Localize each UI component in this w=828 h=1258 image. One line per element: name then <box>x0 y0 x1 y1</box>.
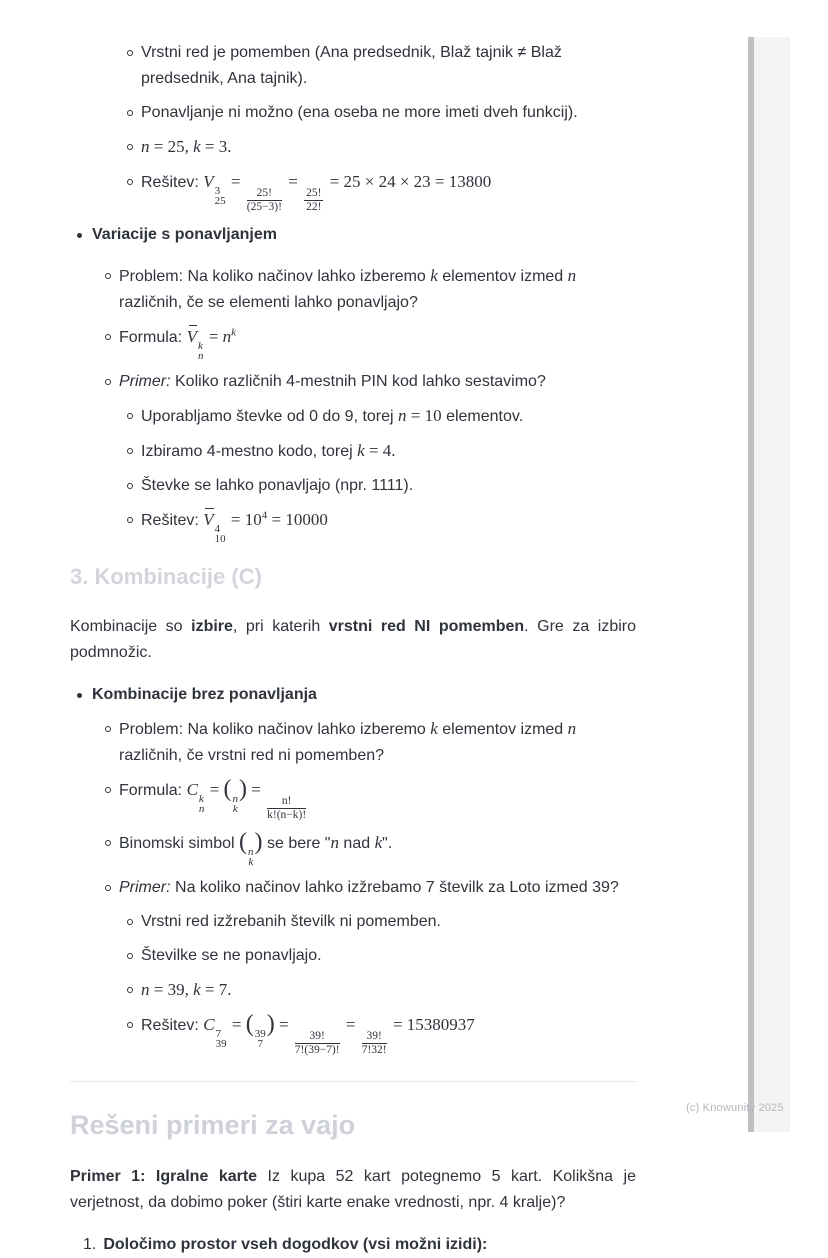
list-item <box>70 830 636 867</box>
binom-stack <box>248 847 254 867</box>
text-segment-bold: Primer 1: Igralne karte <box>70 1168 258 1185</box>
circle-bullet-icon <box>127 1022 133 1028</box>
list-item <box>70 169 636 214</box>
text-segment-bold: izbire <box>191 618 233 635</box>
fraction-denominator: k!(n−k)! <box>267 809 307 821</box>
circle-bullet-icon <box>127 50 133 56</box>
binom-top: 39 <box>254 1028 266 1040</box>
formula-variations-10-4 <box>203 509 328 545</box>
math-result: = 25 × 24 × 23 = 13800 <box>325 172 492 191</box>
binom-bottom: 7 <box>257 1038 263 1050</box>
circle-bullet-icon <box>127 179 133 185</box>
list-item-text: Uporabljamo števke od 0 do 9, torej <box>141 408 399 425</box>
list-item-text: Vrstni red izžrebanih številk ni pomemben. <box>141 913 441 930</box>
math-sup: 4 <box>214 523 221 535</box>
ordered-item-text: Določimo prostor vseh dogodkov (vsi možni izidi): <box>103 1236 488 1253</box>
text-segment: Binomski simbol <box>119 835 240 852</box>
text-segment-bold: vrstni red NI pomemben <box>328 618 525 635</box>
list-item <box>70 324 636 361</box>
binom-top: n <box>232 793 239 805</box>
math-text: = 7. <box>200 980 232 999</box>
math-eq: = <box>226 510 245 529</box>
circle-bullet-icon <box>105 840 111 846</box>
circle-bullet-icon <box>127 448 133 454</box>
math-sup: k <box>198 793 204 805</box>
math-sub: n <box>197 350 204 362</box>
list-item <box>70 1012 636 1057</box>
math-exponent: 4 <box>261 509 268 522</box>
math-sup: 7 <box>215 1028 222 1040</box>
list-item <box>70 777 636 822</box>
math-sub: 39 <box>215 1038 227 1050</box>
fraction-denominator: 22! <box>306 201 322 213</box>
binom-stack <box>255 1029 266 1049</box>
math-eq: = <box>247 780 266 799</box>
list-item <box>70 943 636 969</box>
fraction-numerator: 39! <box>295 1030 340 1044</box>
ordered-item-number: 1. <box>83 1236 97 1253</box>
binom-paren-right: ) <box>254 829 263 855</box>
binom-symbol <box>239 829 263 868</box>
primer-text: Koliko različnih 4-mestnih PIN kod lahko sestavimo? <box>170 373 546 390</box>
list-item <box>70 875 636 901</box>
circle-bullet-icon <box>127 953 133 959</box>
list-item-title: Variacije s ponavljanjem <box>92 226 277 243</box>
math-text: = 4. <box>364 441 396 460</box>
circle-bullet-icon <box>127 110 133 116</box>
list-item-kombinacije-brez-ponavljanja <box>70 682 636 708</box>
math-sup: k <box>197 340 203 352</box>
math-text: = 10 <box>406 406 442 425</box>
problem-text: različnih, če se elementi lahko ponavljajo? <box>119 294 418 311</box>
bullet-icon <box>77 233 82 238</box>
binom-bottom: k <box>232 803 238 815</box>
binom-paren-left: ( <box>239 829 248 855</box>
math-fraction <box>267 795 306 822</box>
problem-text: elementov izmed <box>437 268 568 285</box>
text-segment: ". <box>382 835 393 852</box>
math-eq: = <box>283 172 303 191</box>
list-item-text: Izbiramo 4-mestno kodo, torej <box>141 443 358 460</box>
fraction-denominator: (25−3)! <box>246 201 282 213</box>
math-text: = 3. <box>200 137 232 156</box>
circle-bullet-icon <box>127 919 133 925</box>
list-item-text: Števke se lahko ponavljajo (npr. 1111). <box>141 477 414 494</box>
circle-bullet-icon <box>105 334 111 340</box>
text-segment: Kombinacije so <box>70 618 192 635</box>
math-var: n <box>398 406 407 425</box>
circle-bullet-icon <box>105 273 111 279</box>
math-sub: 10 <box>214 533 226 545</box>
binom-paren-left: ( <box>245 1011 254 1037</box>
ordered-list-item-1 <box>70 1232 636 1258</box>
primer-label: Primer: <box>119 879 171 896</box>
list-item <box>70 100 636 126</box>
list-item <box>70 473 636 499</box>
math-var: k <box>193 980 201 999</box>
math-var: n <box>141 137 150 156</box>
list-item <box>70 40 636 92</box>
problem-text: elementov izmed <box>437 721 568 738</box>
primer-label: Primer: <box>119 373 171 390</box>
math-sub: n <box>198 803 205 815</box>
fraction-denominator: 7!(39−7)! <box>294 1044 340 1056</box>
math-eq: = <box>205 780 224 799</box>
list-item <box>70 369 636 395</box>
list-item-title: Kombinacije brez ponavljanja <box>92 686 317 703</box>
list-item <box>70 263 636 316</box>
paragraph-primer-1 <box>70 1164 636 1216</box>
section-heading-kombinacije: 3. Kombinacije (C) <box>70 564 262 589</box>
math-base: 10 <box>244 510 262 529</box>
solution-label: Rešitev: <box>141 1017 204 1034</box>
circle-bullet-icon <box>127 517 133 523</box>
list-item-text: Številke se ne ponavljajo. <box>141 947 322 964</box>
math-var: n <box>567 266 577 285</box>
circle-bullet-icon <box>127 987 133 993</box>
binom-stack <box>233 794 239 814</box>
binom-paren-right: ) <box>239 776 248 802</box>
list-item-variacije-s-ponavljanjem <box>70 222 636 248</box>
primer-text: Na koliko načinov lahko izžrebamo 7 številk za Loto izmed 39? <box>170 879 619 896</box>
math-sup: 3 <box>214 185 221 197</box>
problem-text: različnih, če vrstni red ni pomemben? <box>119 747 385 764</box>
math-var: k <box>193 137 201 156</box>
formula-combinations-39-7 <box>203 1011 475 1056</box>
circle-bullet-icon <box>127 483 133 489</box>
section-heading-reseni-primeri: Rešeni primeri za vajo <box>70 1110 356 1140</box>
text-segment: Iz kupa 52 kart potegnemo 5 kart. Kolikšna je verjetnost, da dobimo poker (štiri karte enake vrednosti, npr. 4 kralje)? <box>70 1168 637 1211</box>
list-item <box>70 507 636 544</box>
list-item <box>70 716 636 769</box>
math-text: = 25, <box>149 137 194 156</box>
binom-bottom: k <box>248 856 254 868</box>
list-item-text: Vrstni red je pomemben (Ana predsednik, Blaž tajnik ≠ Blaž predsednik, Ana tajnik). <box>141 44 562 87</box>
circle-bullet-icon <box>127 144 133 150</box>
math-fraction <box>247 187 282 214</box>
text-segment: se bere " <box>262 835 331 852</box>
list-item <box>70 403 636 430</box>
solution-label: Rešitev: <box>141 512 204 529</box>
paragraph-kombinacije <box>70 614 636 666</box>
fraction-denominator: 7!32! <box>361 1044 387 1056</box>
math-scripts <box>198 341 204 361</box>
math-scripts <box>215 524 226 544</box>
problem-text: Problem: Na koliko načinov lahko izberemo <box>119 268 431 285</box>
math-scripts <box>216 1029 227 1049</box>
math-result: = 15380937 <box>388 1015 475 1034</box>
list-item-text: elementov. <box>441 408 524 425</box>
math-sub: 25 <box>214 195 226 207</box>
math-eq: = <box>204 327 223 346</box>
text-segment: , pri katerih <box>232 618 329 635</box>
circle-bullet-icon <box>105 726 111 732</box>
math-fraction <box>295 1030 340 1057</box>
math-sym-overbar: V <box>203 507 213 533</box>
math-var: n <box>567 719 577 738</box>
scrollbar-track[interactable] <box>754 37 790 1132</box>
scrollbar-thumb[interactable] <box>748 37 754 1132</box>
formula-label: Formula: <box>119 782 187 799</box>
problem-text: Problem: Na koliko načinov lahko izberemo <box>119 721 431 738</box>
text-segment: nad <box>338 835 375 852</box>
binom-paren-right: ) <box>266 1011 275 1037</box>
math-exponent: k <box>231 326 236 339</box>
formula-variations-rep <box>186 326 236 362</box>
formula-label: Formula: <box>119 329 187 346</box>
binom-top: n <box>248 846 254 858</box>
math-var: k <box>357 441 365 460</box>
circle-bullet-icon <box>105 787 111 793</box>
text-segment: . Gre za izbiro podmnožic. <box>70 618 637 661</box>
circle-bullet-icon <box>127 413 133 419</box>
list-item-text: Ponavljanje ni možno (ena oseba ne more imeti dveh funkcij). <box>141 104 578 121</box>
math-var: k <box>430 266 438 285</box>
bullet-icon <box>77 693 82 698</box>
fraction-numerator: 39! <box>362 1030 387 1044</box>
list-item <box>70 977 636 1004</box>
formula-combinations <box>186 776 309 821</box>
math-sym: V <box>203 172 214 191</box>
math-var: n <box>141 980 150 999</box>
math-scripts <box>199 794 205 814</box>
list-item <box>70 909 636 935</box>
math-fraction <box>304 187 323 214</box>
watermark: (c) Knowunity 2025 <box>686 1102 784 1114</box>
math-eq: = <box>341 1015 360 1034</box>
list-item <box>70 438 636 465</box>
math-fraction <box>362 1030 387 1057</box>
math-var: n <box>330 833 339 852</box>
circle-bullet-icon <box>105 885 111 891</box>
section-divider <box>70 1081 636 1082</box>
circle-bullet-icon <box>105 379 111 385</box>
math-var: k <box>374 833 383 852</box>
formula-variations-25-3 <box>203 172 492 213</box>
math-eq: = <box>226 172 245 191</box>
fraction-numerator: 25! <box>247 187 282 201</box>
math-var: k <box>430 719 438 738</box>
math-eq: = <box>227 1015 246 1034</box>
solution-label: Rešitev: <box>141 174 204 191</box>
fraction-numerator: 25! <box>306 187 322 199</box>
math-eq: = <box>274 1015 293 1034</box>
math-sym: C <box>203 1015 215 1034</box>
math-scripts <box>215 186 226 206</box>
fraction-numerator: n! <box>267 795 306 809</box>
math-result: = 10000 <box>267 510 328 529</box>
math-text: = 39, <box>149 980 194 999</box>
math-sym: C <box>186 780 198 799</box>
binom-paren-left: ( <box>223 776 232 802</box>
document-content <box>70 40 636 1258</box>
math-base: n <box>222 327 232 346</box>
math-sym-overbar: V <box>187 324 197 350</box>
list-item <box>70 134 636 161</box>
